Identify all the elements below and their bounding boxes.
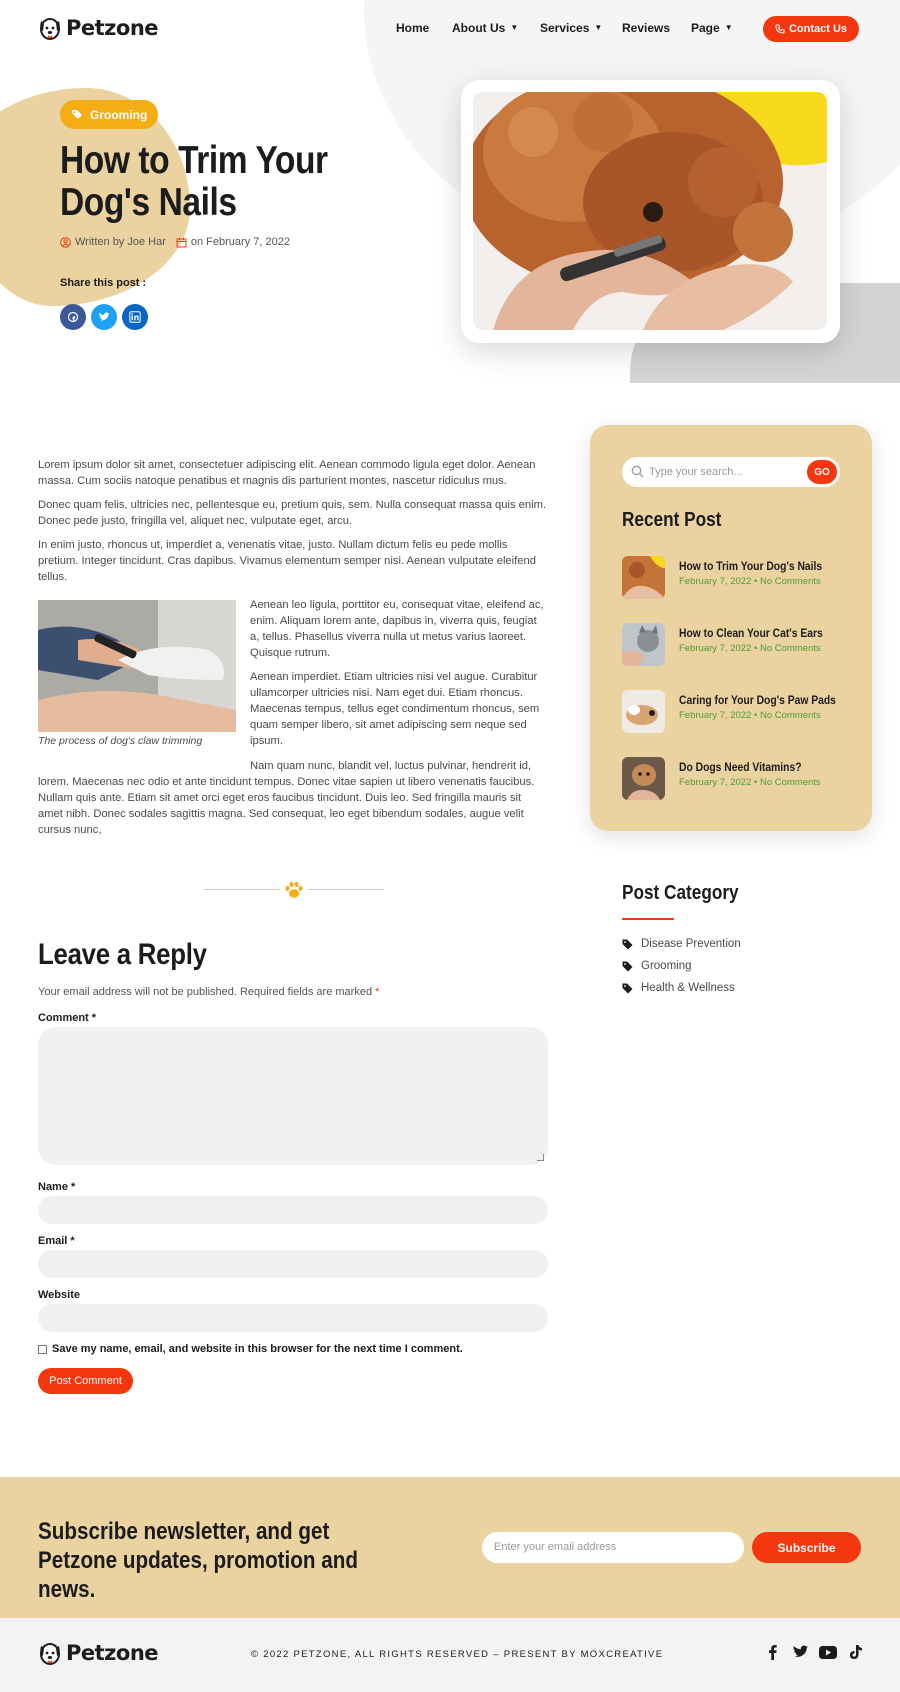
- brand-logo[interactable]: [38, 15, 158, 41]
- subscribe-button[interactable]: Subscribe: [752, 1532, 861, 1563]
- recent-post-date: February 7, 2022: [679, 643, 752, 654]
- share-label: Share this post :: [60, 277, 147, 289]
- recent-post-thumbnail[interactable]: [622, 690, 665, 733]
- share-twitter-button[interactable]: [91, 304, 117, 330]
- recent-post-thumbnail[interactable]: [622, 757, 665, 800]
- save-info-row: [38, 1343, 463, 1355]
- recent-post-item[interactable]: [622, 623, 852, 667]
- nav-item-label: Reviews: [622, 21, 671, 35]
- search-icon: [631, 465, 644, 478]
- main-nav: [396, 21, 751, 35]
- search-input[interactable]: Type your search...: [649, 466, 743, 478]
- tag-icon: [622, 983, 633, 994]
- user-icon: [60, 237, 71, 248]
- footer-social-links: [763, 1643, 865, 1661]
- recent-post-meta: February 7, 2022 • No Comments: [679, 710, 821, 721]
- nav-item-label: Services: [540, 21, 590, 35]
- chevron-down-icon: ▼: [594, 22, 603, 32]
- thumb-cat-ears: [622, 623, 665, 666]
- post-date: [176, 236, 290, 248]
- article-tail-first-line: Nam quam nunc, blandit vel, luctus pulvinar, hendrerit id,: [250, 760, 532, 772]
- post-comment-button[interactable]: Post Comment: [38, 1368, 133, 1394]
- dog-nail-trim-photo: [473, 92, 827, 330]
- comment-textarea[interactable]: [38, 1027, 548, 1165]
- category-tag-label: Grooming: [90, 107, 148, 122]
- tag-icon: [71, 109, 84, 120]
- name-field[interactable]: [38, 1196, 548, 1224]
- reply-note: [38, 986, 379, 998]
- resize-handle-icon[interactable]: [537, 1154, 544, 1161]
- recent-post-title[interactable]: Caring for Your Dog's Paw Pads: [679, 693, 836, 707]
- nav-item-reviews[interactable]: [622, 21, 691, 35]
- thumb-paw-pads: [622, 690, 665, 733]
- tag-icon: [622, 939, 633, 950]
- article-paragraph: Lorem ipsum dolor sit amet, consectetuer adipiscing elit. Aenean commodo ligula eget dolor. Aenean massa. Cum sociis natoque penatibus et magnis dis parturient montes, nascetur ridiculus mus.: [38, 459, 536, 487]
- newsletter-section: [0, 1477, 900, 1618]
- contact-us-button[interactable]: [763, 16, 859, 42]
- facebook-icon[interactable]: [763, 1643, 781, 1661]
- recent-post-comments[interactable]: No Comments: [759, 643, 821, 654]
- divider-line: [308, 889, 384, 890]
- recent-post-thumbnail[interactable]: [622, 556, 665, 599]
- sidebar-card: [590, 425, 872, 831]
- twitter-icon: [98, 312, 110, 322]
- comment-label: Comment *: [38, 1012, 97, 1024]
- dog-logo-icon: [38, 1640, 62, 1666]
- article-side-text: [250, 597, 548, 757]
- reply-note-text: Your email address will not be published. Required fields are marked: [38, 986, 373, 998]
- article-tail-rest: lorem. Maecenas nec odio et ante tincidunt tempus. Donec vitae sapien ut libero venenatis faucibus. Nullam quis ante. Etiam sit amet orci eget eros faucibus tincidunt. Duis leo. Sed fringilla mauris sit amet nibh. Donec sodales sagittis magna. Sed consequat, leo eget bibendum sodales, augue velit cursus nunc,: [38, 776, 535, 836]
- heading-underline: [622, 918, 674, 920]
- copyright-text: © 2022 PETZONE, ALL RIGHTS RESERVED – PRESENT BY MOXCREATIVE: [251, 1649, 664, 1660]
- category-label: Grooming: [641, 960, 692, 972]
- chevron-down-icon: ▼: [510, 22, 519, 32]
- post-title: How to Trim Your Dog's Nails: [60, 139, 328, 224]
- recent-post-title[interactable]: How to Trim Your Dog's Nails: [679, 559, 823, 573]
- recent-post-item[interactable]: [622, 556, 852, 600]
- thumb-dog-nails: [622, 556, 665, 599]
- website-field[interactable]: [38, 1304, 548, 1332]
- nav-item-label: About Us: [452, 21, 506, 35]
- share-linkedin-button[interactable]: [122, 304, 148, 330]
- recent-post-title[interactable]: How to Clean Your Cat's Ears: [679, 626, 823, 640]
- nav-item-label: Home: [396, 21, 430, 35]
- article-body: [38, 457, 548, 593]
- nav-item-label: Page: [691, 21, 720, 35]
- recent-post-meta: February 7, 2022 • No Comments: [679, 576, 821, 587]
- post-date-text: on February 7, 2022: [190, 236, 290, 248]
- youtube-icon[interactable]: [819, 1643, 837, 1661]
- recent-post-date: February 7, 2022: [679, 576, 752, 587]
- share-buttons: [60, 304, 148, 330]
- site-header: [0, 0, 900, 60]
- article-tail-paragraph: [38, 758, 548, 838]
- paw-icon: [284, 880, 304, 900]
- recent-post-comments[interactable]: No Comments: [759, 710, 821, 721]
- website-label: Website: [38, 1289, 80, 1301]
- name-label: Name *: [38, 1181, 76, 1193]
- brand-name: Petzone: [66, 1641, 159, 1665]
- email-label: Email *: [38, 1235, 75, 1247]
- recent-post-heading: Recent Post: [622, 509, 722, 531]
- recent-post-meta: February 7, 2022 • No Comments: [679, 643, 821, 654]
- figure-caption: The process of dog's claw trimming: [38, 735, 203, 747]
- newsletter-title: Subscribe newsletter, and get Petzone updates, promotion and news.: [38, 1518, 358, 1603]
- category-tag[interactable]: [60, 100, 158, 129]
- linkedin-icon: [129, 311, 141, 323]
- nav-item-about-us[interactable]: [452, 21, 540, 35]
- twitter-icon[interactable]: [791, 1643, 809, 1661]
- thumb-dog-vitamins: [622, 757, 665, 800]
- required-mark: *: [375, 986, 380, 998]
- category-item-disease-prevention[interactable]: [622, 933, 741, 955]
- tiktok-icon[interactable]: [847, 1643, 865, 1661]
- post-meta: [60, 236, 290, 248]
- tag-icon: [622, 961, 633, 972]
- sidebar-search: [622, 457, 840, 487]
- article-paragraph: Aenean leo ligula, porttitor eu, consequat vitae, eleifend ac, enim. Aliquam lorem ante, dapibus in, viverra quis, feugiat a, tellus. Phasellus viverra nulla ut metus varius laoreet. Quisque rutrum.: [250, 599, 544, 659]
- hero-image-card: [461, 80, 840, 343]
- email-field[interactable]: [38, 1250, 548, 1278]
- nav-item-page[interactable]: [691, 21, 751, 35]
- search-go-button[interactable]: GO: [807, 460, 837, 484]
- phone-icon: [775, 24, 785, 34]
- post-category-heading: Post Category: [622, 882, 739, 904]
- brand-name: Petzone: [66, 16, 159, 40]
- recent-post-item[interactable]: [622, 757, 852, 801]
- recent-post-meta: February 7, 2022 • No Comments: [679, 777, 821, 788]
- reply-heading: Leave a Reply: [38, 938, 207, 971]
- recent-post-item[interactable]: [622, 690, 852, 734]
- chevron-down-icon: ▼: [724, 22, 733, 32]
- save-info-checkbox[interactable]: [38, 1345, 47, 1354]
- site-footer: [0, 1618, 900, 1692]
- recent-post-comments[interactable]: No Comments: [759, 576, 821, 587]
- nav-item-home[interactable]: [396, 21, 452, 35]
- post-author-text: Written by Joe Har: [75, 236, 166, 248]
- recent-post-date: February 7, 2022: [679, 710, 752, 721]
- footer-logo[interactable]: [38, 1640, 158, 1666]
- contact-us-label: Contact Us: [788, 23, 848, 35]
- recent-post-date: February 7, 2022: [679, 777, 752, 788]
- article-image: [38, 600, 236, 732]
- dog-logo-icon: [38, 15, 62, 41]
- category-label: Disease Prevention: [641, 938, 741, 950]
- recent-post-title[interactable]: Do Dogs Need Vitamins?: [679, 760, 802, 774]
- article-paragraph: Donec quam felis, ultricies nec, pellentesque eu, pretium quis, sem. Nulla consequat massa quis enim. Donec pede justo, fringilla vel, aliquet nec, vulputate eget, arcu.: [38, 499, 547, 527]
- newsletter-email-input[interactable]: [482, 1532, 744, 1563]
- save-info-label: Save my name, email, and website in this browser for the next time I comment.: [52, 1343, 463, 1355]
- recent-post-thumbnail[interactable]: [622, 623, 665, 666]
- category-item-health-wellness[interactable]: [622, 977, 741, 999]
- category-label: Health & Wellness: [641, 982, 735, 994]
- calendar-icon: [176, 237, 187, 248]
- divider-line: [204, 889, 280, 890]
- article-paragraph: Aenean imperdiet. Etiam ultricies nisi vel augue. Curabitur ullamcorper ultricies nisi. Nam eget dui. Etiam rhoncus. Maecenas tempus, tellus eget condimentum rhoncus, sem quam semper libero, sit amet adipiscing sem neque sed ipsum.: [250, 671, 540, 747]
- post-author: [60, 236, 166, 248]
- article-paragraph: In enim justo, rhoncus ut, imperdiet a, venenatis vitae, justo. Nullam dictum felis eu pede mollis pretium. Integer tincidunt. Cras dapibus. Vivamus elementum semper nisi. Aenean vulputate eleifend tellus.: [38, 539, 536, 583]
- article-figure: [38, 600, 238, 747]
- claw-trimming-photo: [38, 600, 236, 732]
- newsletter-email-placeholder: Enter your email address: [494, 1541, 617, 1553]
- nav-item-services[interactable]: [540, 21, 622, 35]
- share-facebook-button[interactable]: [60, 304, 86, 330]
- hero-image: [473, 92, 827, 330]
- category-item-grooming[interactable]: [622, 955, 741, 977]
- paw-divider: [204, 880, 384, 900]
- category-list: [622, 933, 741, 999]
- recent-post-comments[interactable]: No Comments: [759, 777, 821, 788]
- facebook-icon: [68, 311, 78, 323]
